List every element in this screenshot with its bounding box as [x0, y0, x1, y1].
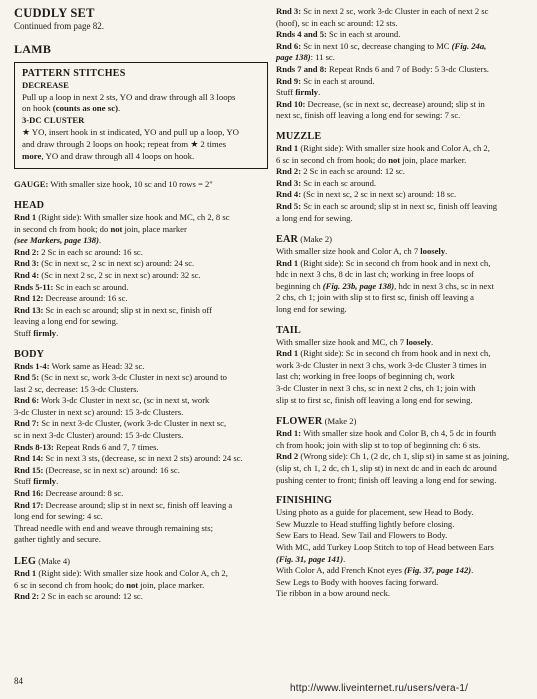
instruction-line — [14, 500, 268, 512]
instruction-text: join, place marker — [122, 223, 187, 234]
page-number: 84 — [14, 676, 23, 686]
section-title: LAMB — [14, 42, 52, 56]
body-heading: BODY — [14, 348, 45, 360]
instruction-text: 6 sc in second ch from hook; do — [14, 579, 127, 590]
instruction-line — [276, 41, 528, 53]
instruction-line — [276, 258, 528, 270]
instruction-text: Rnd 1 — [276, 348, 299, 359]
instruction-text: (Fig. 37, page 142) — [404, 565, 472, 576]
instruction-line — [14, 395, 268, 407]
instruction-text: Sew Muzzle to Head stuffing lightly before closing. — [276, 518, 455, 529]
instruction-line — [276, 189, 528, 201]
instruction-text: Repeat Rnds 6 and 7, 7 times. — [53, 441, 159, 452]
instruction-text: Stuff — [14, 327, 34, 338]
instruction-line — [276, 348, 528, 360]
instruction-text: Rnd 3: — [276, 177, 302, 188]
instruction-text: (Right side): Sc in second ch from hook and in next ch, — [298, 348, 491, 359]
instruction-text: Rnd 5: — [276, 200, 302, 211]
instruction-line — [276, 475, 528, 487]
leg-heading-text: LEG — [14, 556, 37, 567]
instruction-text: Sc in next 2 sc, work 3-dc Cluster in each of next 2 sc — [301, 6, 489, 16]
instruction-line — [276, 6, 528, 18]
instruction-line — [276, 383, 528, 395]
instruction-text: (slip st, ch 1, 2 dc, ch 1, slip st) in next dc and in each dc around — [276, 463, 497, 473]
leg-heading-sub: (Make 4) — [36, 556, 71, 566]
instruction-text: (Fig. 23b, page 138) — [322, 280, 395, 291]
instruction-line — [276, 87, 528, 99]
gauge-line — [14, 179, 268, 191]
instruction-text: . — [343, 553, 346, 564]
instruction-text: (Decrease, sc in next sc) around: 16 sc. — [43, 464, 180, 475]
instruction-line — [14, 442, 268, 454]
flower-heading — [276, 415, 528, 428]
instruction-text: Sc in next 3 sts, (decrease, sc in next 2 sts) around: 24 sc. — [43, 453, 243, 464]
instruction-text: (Wrong side): Ch 1, (2 dc, ch 1, slip st) in same st as joining, — [298, 451, 510, 462]
decrease-title: DECREASE — [22, 79, 69, 90]
instruction-text: Sc in each st around. — [326, 29, 401, 40]
instruction-text: hdc in next 3 chs, 8 dc in last ch; working in free loops of — [276, 269, 474, 280]
right-column — [276, 6, 528, 600]
instruction-text: last ch; working in free loops of beginning ch, work — [276, 371, 455, 382]
instruction-line — [276, 76, 528, 88]
instruction-text: Sc in each st around. — [301, 75, 375, 86]
instruction-text: . — [318, 87, 321, 98]
instruction-text: not — [126, 579, 139, 590]
instruction-text: Rnd 4: — [14, 269, 40, 280]
instruction-text: (Fig. 24a, — [451, 40, 487, 51]
instruction-text: Decrease around: 8 sc. — [43, 488, 124, 499]
ear-heading-sub: (Make 2) — [298, 234, 332, 245]
instruction-text: 2 Sc in each sc around: 12 sc. — [39, 591, 143, 602]
instruction-text: firmly — [33, 327, 57, 338]
instruction-line — [276, 577, 528, 589]
cluster-text-1: ★ YO, insert hook in st indicated, YO and pull up a loop, YO — [22, 126, 240, 137]
instruction-text: (Right side): With smaller size hook and Color A, ch 2, — [298, 142, 490, 153]
instruction-text: With MC, add Turkey Loop Stitch to top of Head between Ears — [276, 541, 494, 552]
instruction-text: Rnd 2 — [276, 451, 299, 462]
instruction-text: (Right side): Sc in second ch from hook and in next ch, — [298, 257, 491, 268]
instruction-line — [276, 213, 528, 225]
instruction-text: Sew Legs to Body with hooves facing forward. — [276, 576, 439, 587]
pattern-stitches-box — [14, 62, 268, 169]
instruction-line — [276, 542, 528, 554]
instruction-text: ch from hook; join with slip st to top of beginning ch: 6 sts. — [276, 439, 481, 450]
instruction-text: Rnd 2: — [276, 166, 302, 177]
instruction-text: (Sc in next sc, 2 sc in next sc) around: 18 sc. — [301, 189, 457, 200]
instruction-text: Sc in next 10 sc, decrease changing to MC — [301, 40, 452, 51]
instruction-text: Rnd 3: — [14, 258, 40, 269]
cluster-text-3b: , YO and draw through all 4 loops on hook. — [41, 150, 195, 161]
instruction-text: Rnds 1-4: — [14, 360, 50, 371]
instruction-text: in second ch from hook; do — [14, 223, 111, 234]
instruction-text: Decrease around: 16 sc. — [43, 293, 128, 304]
instruction-text: . — [56, 476, 59, 487]
instruction-line — [276, 337, 528, 349]
instruction-text: 2 chs, ch 1; join with slip st to first sc, finish off leaving a — [276, 292, 474, 303]
instruction-line — [14, 328, 268, 340]
instruction-line — [276, 246, 528, 258]
instruction-text: Rnd 4: — [276, 189, 302, 200]
instruction-text: slip st to first sc, finish off leaving a long end for sewing. — [276, 394, 473, 405]
gauge-text: With smaller size hook, 10 sc and 10 rows = 2" — [48, 179, 213, 190]
instruction-line — [14, 247, 268, 259]
instruction-line — [14, 453, 268, 465]
instruction-text: join, place marker. — [400, 154, 467, 165]
instruction-line — [14, 212, 268, 224]
instruction-text: loosely — [420, 246, 446, 257]
tail-heading: TAIL — [276, 324, 301, 336]
flower-heading-text: FLOWER — [276, 416, 323, 428]
instruction-text: long end for sewing: 4 sc. — [14, 511, 103, 522]
instruction-line — [14, 430, 268, 442]
instruction-text: Rnds 7 and 8: — [276, 63, 327, 74]
instruction-line — [276, 565, 528, 577]
decrease-counts-note: (counts as one sc) — [52, 103, 119, 114]
instruction-line — [276, 269, 528, 281]
instruction-line — [14, 270, 268, 282]
instruction-line — [276, 507, 528, 519]
instruction-text: last 2 sc, decrease: 15 3-dc Clusters. — [14, 383, 139, 394]
instruction-line — [276, 166, 528, 178]
instruction-line — [276, 18, 528, 30]
instruction-text: work 3-dc Cluster in next 3 chs, work 3-dc Cluster 3 times in — [276, 359, 487, 370]
instruction-text: With Color A, add French Knot eyes — [276, 565, 405, 576]
instruction-text: . — [56, 327, 59, 338]
instruction-text: (Fig. 31, page 141) — [276, 553, 344, 564]
ear-heading — [276, 233, 528, 246]
leg-heading — [14, 555, 268, 568]
instruction-text: Sc in next 3-dc Cluster, (work 3-dc Cluster in next sc, — [39, 418, 227, 429]
instruction-line — [14, 511, 268, 523]
finishing-instructions — [276, 507, 528, 600]
instruction-text: Sew Ears to Head. Sew Tail and Flowers to Body. — [276, 530, 448, 541]
instruction-text: (Sc in next sc, 2 sc in next sc) around: 24 sc. — [39, 258, 195, 269]
instruction-text: 3-dc Cluster in next sc) around: 15 3-dc Clusters. — [14, 406, 184, 417]
instruction-text: Work 3-dc Cluster in next sc, (sc in next st, work — [39, 395, 210, 406]
instruction-text: Decrease, (sc in next sc, decrease) around; slip st in — [305, 98, 485, 109]
instruction-line — [276, 360, 528, 372]
instruction-line — [276, 395, 528, 407]
instruction-text: not — [110, 223, 123, 234]
instruction-text: Rnds 4 and 5: — [276, 29, 327, 40]
instruction-text: Work same as Head: 32 sc. — [49, 360, 145, 371]
instruction-text: Rnd 14: — [14, 453, 44, 464]
instruction-text: pushing center to front; finish off leaving a long end for sewing. — [276, 474, 497, 485]
ear-heading-text: EAR — [276, 234, 299, 246]
instruction-text: Rnd 6: — [14, 395, 40, 406]
instruction-line — [14, 534, 268, 546]
decrease-text-2 — [22, 103, 260, 115]
instruction-text: With smaller size hook and Color A, ch 7 — [276, 246, 421, 257]
instruction-line — [276, 178, 528, 190]
decrease-text-2c: . — [118, 103, 121, 114]
instruction-line — [14, 372, 268, 384]
instruction-line — [276, 554, 528, 566]
gauge-label: GAUGE: — [14, 179, 49, 190]
instruction-text: 2 Sc in each sc around: 16 sc. — [39, 246, 143, 257]
instruction-line — [14, 568, 268, 580]
instruction-text: Rnd 1 — [276, 257, 299, 268]
instruction-text: . — [471, 565, 474, 576]
instruction-line — [14, 361, 268, 373]
instruction-text: beginning ch — [276, 280, 323, 291]
ear-instructions — [276, 246, 528, 316]
instruction-text: Rnd 7: — [14, 418, 40, 429]
head-instructions — [14, 212, 268, 340]
instruction-text: Repeat Rnds 6 and 7 of Body: 5 3-dc Clusters. — [326, 63, 489, 74]
pattern-stitches-title: PATTERN STITCHES — [22, 68, 126, 79]
instruction-text: Rnds 5-11: — [14, 281, 54, 292]
instruction-text: a long end for sewing. — [276, 212, 353, 223]
instruction-line — [14, 418, 268, 430]
instruction-line — [14, 258, 268, 270]
instruction-line — [14, 316, 268, 328]
instruction-text: (Sc in next sc, work 3-dc Cluster in next sc) around to — [39, 372, 227, 383]
instruction-text: next sc, finish off leaving a long end for sewing: 7 sc. — [276, 110, 461, 121]
instruction-text: leaving a long end for sewing. — [14, 316, 119, 327]
instruction-text: Sc in each sc around. — [53, 281, 129, 292]
instruction-line — [276, 588, 528, 600]
instruction-text: loosely — [406, 336, 432, 347]
flower-instructions — [276, 428, 528, 486]
cluster-text-2: and draw through 2 loops on hook; repeat from ★ 2 times — [22, 138, 227, 149]
instruction-text: Rnd 1 — [14, 211, 37, 222]
instruction-text: sc in next 3-dc Cluster) around: 15 3-dc Clusters. — [14, 430, 184, 441]
instruction-text: Sc in each sc around. — [301, 177, 377, 188]
muzzle-instructions — [276, 143, 528, 224]
decrease-text-2a: on hook — [22, 103, 53, 114]
instruction-text: 2 Sc in each sc around: 12 sc. — [301, 166, 405, 177]
instruction-line — [14, 305, 268, 317]
instruction-text: Rnd 12: — [14, 293, 44, 304]
instruction-line — [14, 591, 268, 603]
instruction-line — [276, 52, 528, 64]
instruction-line — [276, 530, 528, 542]
left-column — [14, 6, 268, 603]
instruction-text: . — [431, 336, 434, 347]
instruction-text: Rnd 1 — [276, 142, 299, 153]
instruction-line — [276, 428, 528, 440]
instruction-line — [276, 281, 528, 293]
instruction-text: . — [445, 246, 448, 257]
instruction-text: Rnd 9: — [276, 75, 302, 86]
instruction-text: Sc in each sc around; slip st in next sc, finish off — [43, 304, 212, 315]
instruction-line — [276, 64, 528, 76]
instruction-text: Rnd 2: — [14, 246, 40, 257]
instruction-line — [276, 304, 528, 316]
instruction-line — [276, 292, 528, 304]
instruction-text: gather tightly and secure. — [14, 534, 101, 545]
instruction-text: (Right side): With smaller size hook and Color A, ch 2, — [36, 568, 228, 578]
leg-instructions-continued — [276, 6, 528, 122]
leg-instructions — [14, 568, 268, 603]
instruction-text: Rnd 6: — [276, 40, 302, 51]
head-heading: HEAD — [14, 199, 45, 211]
instruction-line — [276, 463, 528, 475]
instruction-line — [14, 523, 268, 535]
instruction-line — [276, 29, 528, 41]
instruction-text: Thread needle with end and weave through remaining sts; — [14, 522, 214, 533]
finishing-heading: FINISHING — [276, 495, 333, 507]
instruction-text: Rnd 17: — [14, 499, 44, 510]
instruction-text: firmly — [295, 87, 319, 98]
instruction-text: : 11 sc. — [310, 52, 335, 63]
instruction-line — [276, 451, 528, 463]
instruction-line — [14, 282, 268, 294]
instruction-line — [276, 143, 528, 155]
instruction-line — [276, 371, 528, 383]
instruction-text: With smaller size hook and Color B, ch 4, 5 dc in fourth — [301, 428, 497, 439]
instruction-line — [14, 384, 268, 396]
instruction-text: (see Markers, page 138) — [14, 235, 99, 246]
instruction-line — [276, 201, 528, 213]
decrease-text-1: Pull up a loop in next 2 sts, YO and draw through all 3 loops — [22, 91, 236, 102]
instruction-text: Sc in each sc around; slip st in next sc, finish off leaving — [301, 200, 498, 211]
instruction-text: join, place marker. — [138, 579, 205, 590]
muzzle-heading: MUZZLE — [276, 130, 322, 142]
instruction-text: Stuff — [276, 87, 296, 98]
instruction-text: Rnd 2: — [14, 591, 40, 602]
instruction-text: firmly — [33, 476, 57, 487]
instruction-text: , hdc in next 3 chs, sc in next — [394, 280, 494, 291]
instruction-line — [14, 407, 268, 419]
tail-instructions — [276, 337, 528, 407]
instruction-line — [14, 580, 268, 592]
instruction-text: Rnd 13: — [14, 304, 44, 315]
instruction-text: Rnd 5: — [14, 372, 40, 383]
instruction-text: Rnd 10: — [276, 98, 306, 109]
instruction-text: 6 sc in second ch from hook; do — [276, 154, 389, 165]
instruction-line — [14, 224, 268, 236]
instruction-text: Stuff — [14, 476, 34, 487]
page-title: CUDDLY SET — [14, 6, 95, 20]
instruction-text: Rnd 1: — [276, 428, 302, 439]
instruction-line — [276, 110, 528, 122]
instruction-line — [276, 440, 528, 452]
instruction-text: Rnd 1 — [14, 568, 37, 578]
instruction-text: (hoof), sc in each sc around: 12 sts. — [276, 17, 398, 28]
instruction-text: Rnd 3: — [276, 6, 302, 16]
instruction-line — [276, 155, 528, 167]
instruction-text: (Right side): With smaller size hook and MC, ch 2, 8 sc — [36, 211, 230, 222]
instruction-text: Rnds 8-13: — [14, 441, 54, 452]
instruction-line — [14, 476, 268, 488]
instruction-text: . — [98, 235, 102, 246]
flower-heading-sub: (Make 2) — [322, 416, 357, 427]
instruction-line — [276, 99, 528, 111]
instruction-text: Rnd 15: — [14, 464, 44, 475]
cluster-more: more — [22, 150, 42, 161]
instruction-text: long end for sewing. — [276, 304, 347, 315]
watermark-url: http://www.liveinternet.ru/users/vera-1/ — [290, 683, 469, 694]
instruction-line — [276, 519, 528, 531]
instruction-text: With smaller size hook and MC, ch 7 — [276, 336, 407, 347]
instruction-line — [14, 235, 268, 247]
instruction-line — [14, 293, 268, 305]
instruction-text: Decrease around; slip st in next sc, finish off leaving a — [43, 499, 233, 510]
instruction-text: not — [388, 154, 401, 165]
instruction-text: Using photo as a guide for placement, sew Head to Body. — [276, 507, 474, 518]
continued-note: Continued from page 82. — [14, 21, 104, 31]
cluster-title: 3-DC CLUSTER — [22, 115, 85, 126]
body-instructions — [14, 361, 268, 547]
instruction-text: Tie ribbon in a bow around neck. — [276, 588, 391, 599]
instruction-text: 3-dc Cluster in next 3 chs, sc in next 2 chs, ch 1; join with — [276, 383, 476, 394]
instruction-line — [14, 465, 268, 477]
cluster-text-3 — [22, 151, 260, 163]
instruction-text: (Sc in next 2 sc, 2 sc in next sc) around: 32 sc. — [39, 269, 201, 280]
instruction-line — [14, 488, 268, 500]
instruction-text: Rnd 16: — [14, 488, 44, 499]
instruction-text: page 138) — [276, 52, 311, 63]
